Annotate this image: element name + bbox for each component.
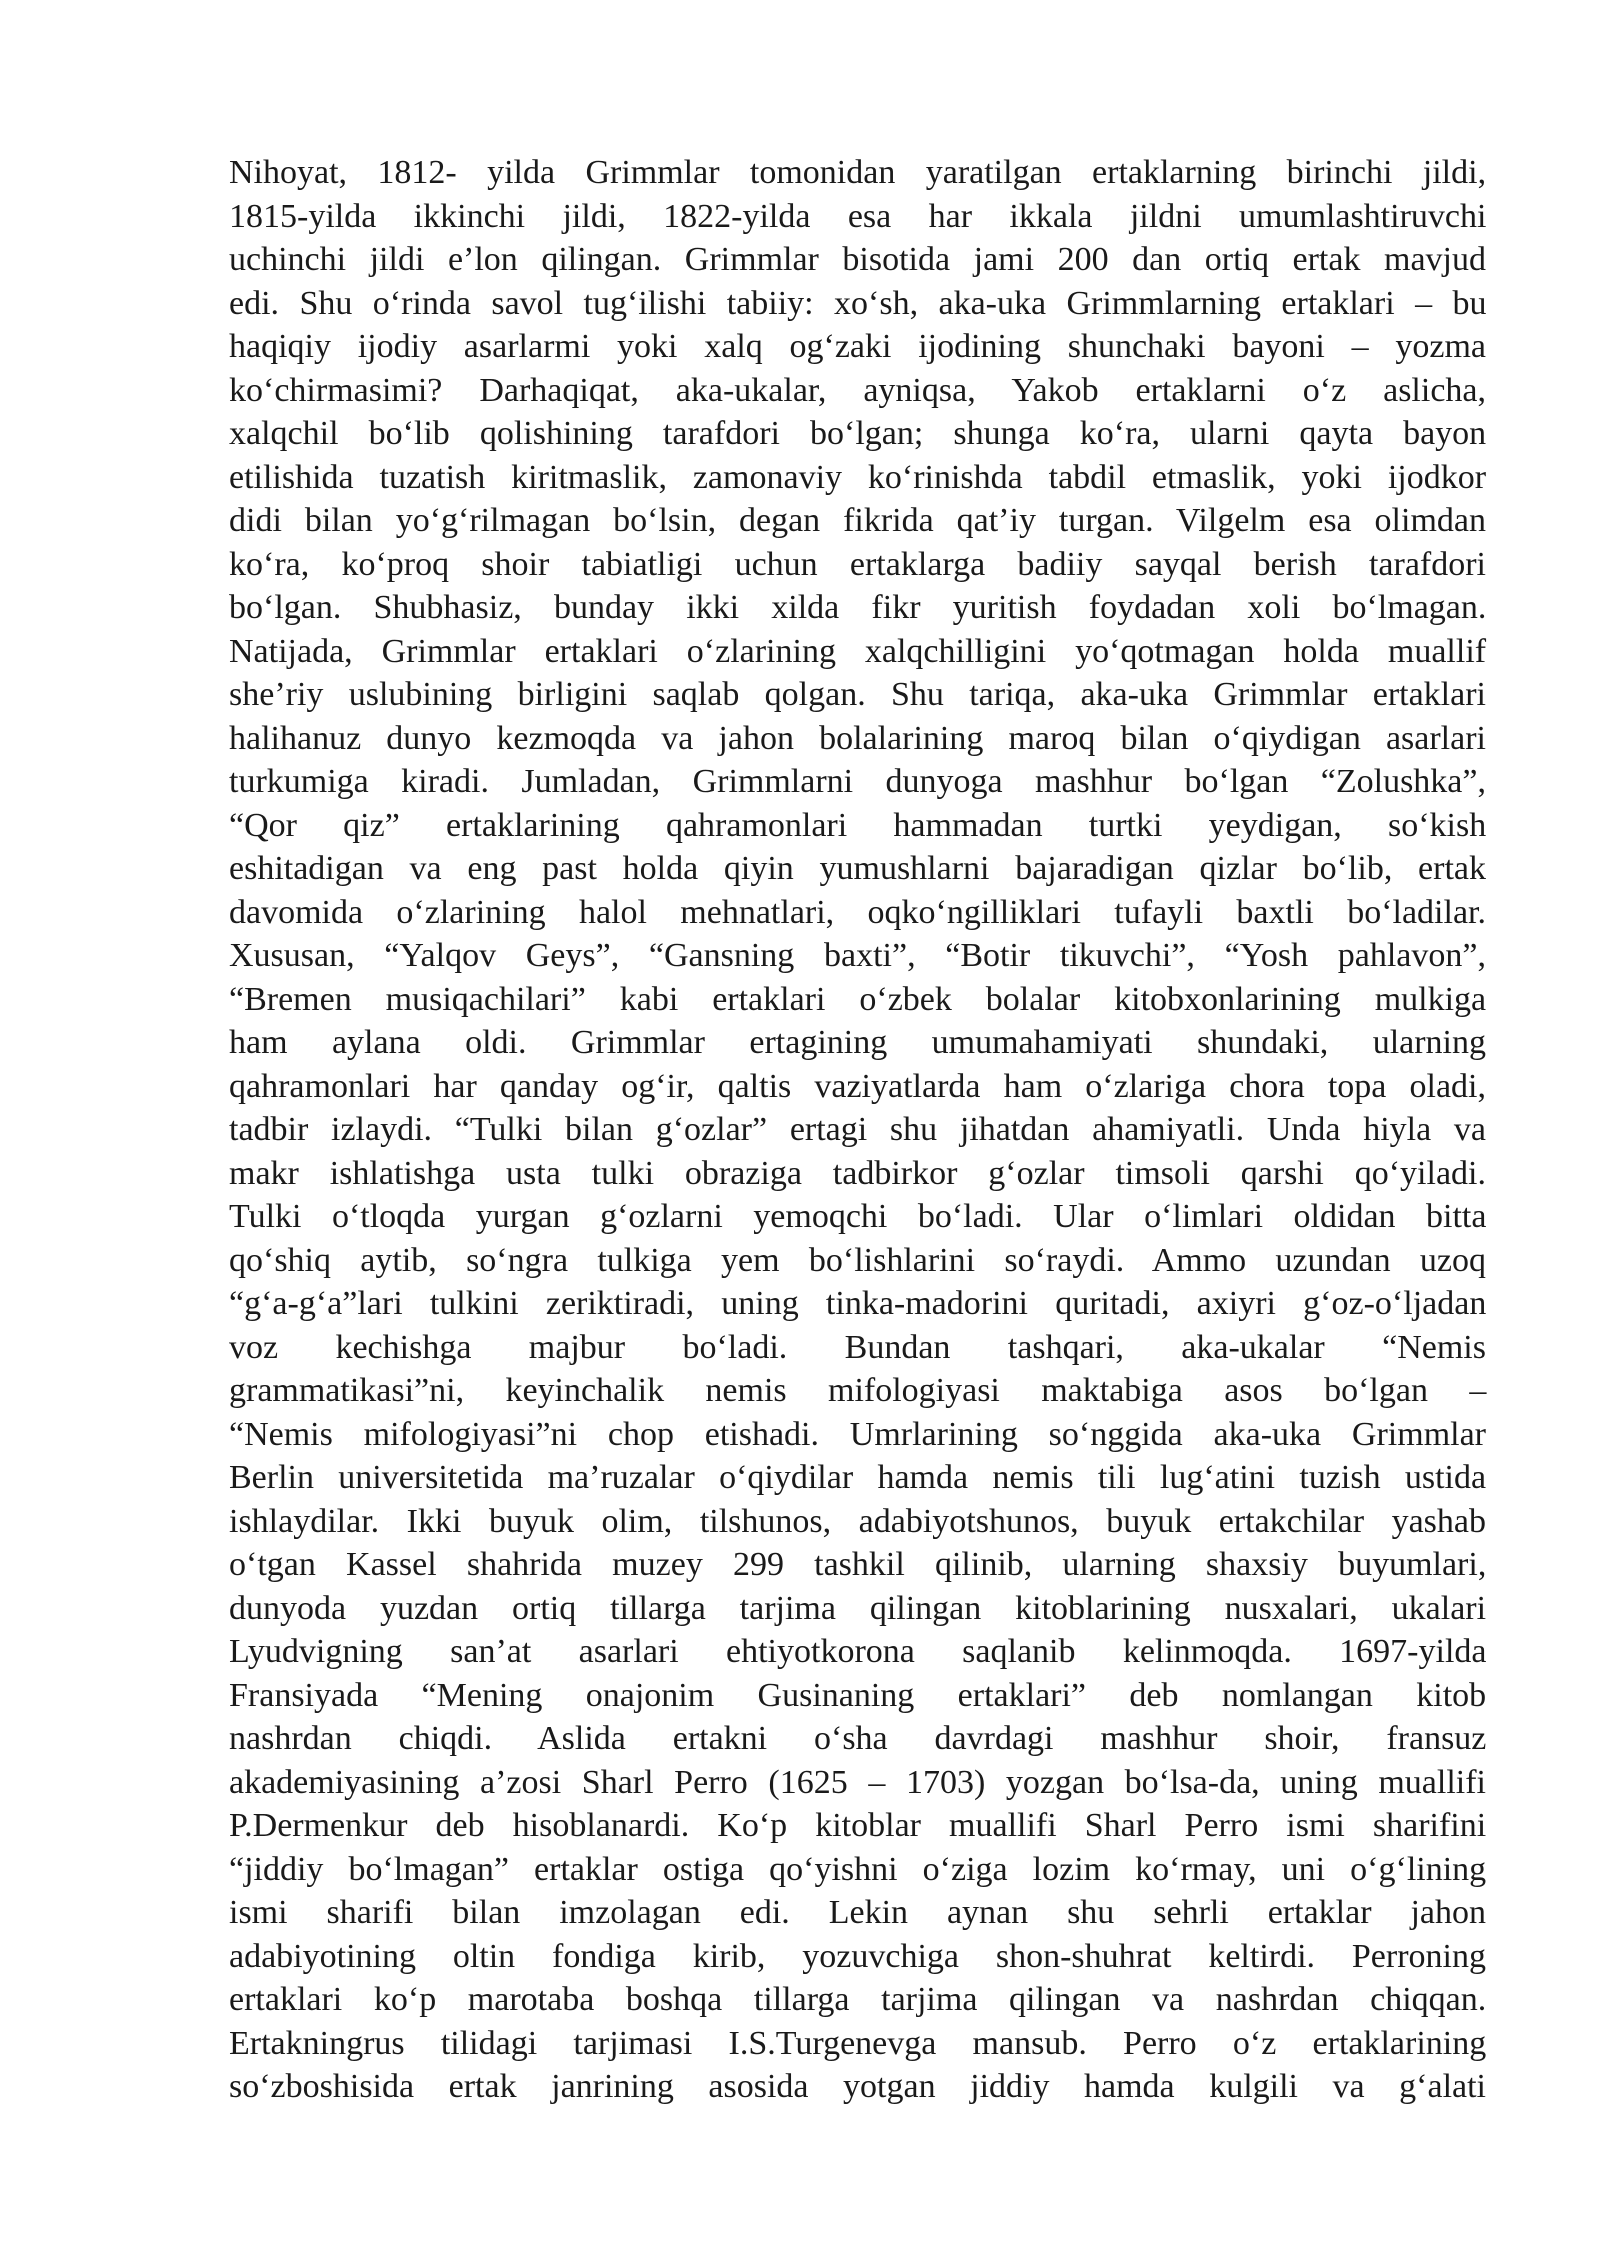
text-line: ko‘ra, ko‘proq shoir tabiatligi uchun ertaklarga badiiy sayqal berish tarafdori (229, 545, 1486, 583)
text-line: Berlin universitetida ma’ruzalar o‘qiydilar hamda nemis tili lug‘atini tuzish ustida (229, 1459, 1487, 1496)
text-line: ertaklari ko‘p marotaba boshqa tillarga tarjima qilingan va nashrdan chiqqan. (229, 1981, 1487, 2018)
text-line: ko‘chirmasimi? Darhaqiqat, aka-ukalar, ayniqsa, Yakob ertaklarni o‘z aslicha, (229, 371, 1486, 409)
text-line: qo‘shiq aytib, so‘ngra tulkiga yem bo‘lishlarini so‘raydi. Ammo uzundan uzoq (229, 1241, 1486, 1279)
text-line: xalqchil bo‘lib qolishining tarafdori bo‘lgan; shunga ko‘ra, ularni qayta bayon (229, 415, 1487, 452)
text-line: “jiddiy bo‘lmagan” ertaklar ostiga qo‘yishni o‘ziga lozim ko‘rmay, uni o‘g‘lining (229, 1850, 1487, 1888)
text-line: “Qor qiz” ertaklarining qahramonlari hammadan turtki yeydigan, so‘kish (229, 806, 1487, 844)
text-line: ismi sharifi bilan imzolagan edi. Lekin aynan shu sehrli ertaklar jahon (229, 1894, 1486, 1931)
text-line: bo‘lgan. Shubhasiz, bunday ikki xilda fikr yuritish foydadan xoli bo‘lmagan. (229, 589, 1487, 626)
text-line: so‘zboshisida ertak janrining asosida yotgan jiddiy hamda kulgili va g‘alati (229, 2068, 1486, 2105)
text-line: turkumiga kiradi. Jumladan, Grimmlarni dunyoga mashhur bo‘lgan “Zolushka”, (229, 763, 1486, 800)
text-line: eshitadigan va eng past holda qiyin yumushlarni bajaradigan qizlar bo‘lib, ertak (229, 850, 1486, 887)
text-line: didi bilan yo‘g‘rilmagan bo‘lsin, degan fikrida qat’iy turgan. Vilgelm esa olimdan (229, 502, 1486, 539)
text-line: etilishida tuzatish kiritmaslik, zamonaviy ko‘rinishda tabdil etmaslik, yoki ijodkor (229, 458, 1487, 496)
text-line: akademiyasining a’zosi Sharl Perro (1625 – 1703) yozgan bo‘lsa-da, uning muallifi (229, 1763, 1486, 1801)
text-line: ishlaydilar. Ikki buyuk olim, tilshunos, adabiyotshunos, buyuk ertakchilar yashab (229, 1502, 1486, 1540)
text-line: 1815-yilda ikkinchi jildi, 1822-yilda esa har ikkala jildni umumlashtiruvchi (229, 197, 1487, 235)
text-line: Tulki o‘tloqda yurgan g‘ozlarni yemoqchi bo‘ladi. Ular o‘limlari oldidan bitta (229, 1198, 1487, 1235)
text-line: ham aylana oldi. Grimmlar ertagining umumahamiyati shundaki, ularning (229, 1024, 1486, 1061)
text-line: adabiyotining oltin fondiga kirib, yozuvchiga shon-shuhrat keltirdi. Perroning (229, 1937, 1486, 1975)
text-line: nashrdan chiqdi. Aslida ertakni o‘sha davrdagi mashhur shoir, fransuz (229, 1720, 1487, 1757)
text-line: Nihoyat, 1812- yilda Grimmlar tomonidan yaratilgan ertaklarning birinchi jildi, (229, 154, 1487, 191)
text-line: o‘tgan Kassel shahrida muzey 299 tashkil qilinib, ularning shaxsiy buyumlari, (229, 1546, 1487, 1583)
text-line: voz kechishga majbur bo‘ladi. Bundan tashqari, aka-ukalar “Nemis (229, 1328, 1486, 1366)
text-line: “g‘a-g‘a”lari tulkini zeriktiradi, uning tinka-madorini quritadi, axiyri g‘oz-o‘ljadan (229, 1285, 1487, 1322)
text-line: makr ishlatishga usta tulki obraziga tadbirkor g‘ozlar timsoli qarshi qo‘yiladi. (229, 1154, 1486, 1192)
text-line: edi. Shu o‘rinda savol tug‘ilishi tabiiy: xo‘sh, aka-uka Grimmlarning ertaklari – bu (229, 284, 1487, 322)
text-line: qahramonlari har qanday og‘ir, qaltis vaziyatlarda ham o‘zlariga chora topa oladi, (229, 1067, 1486, 1105)
text-line: Ertakningrus tilidagi tarjimasi I.S.Turgenevga mansub. Perro o‘z ertaklarining (229, 2024, 1487, 2062)
text-line: halihanuz dunyo kezmoqda va jahon bolalarining maroq bilan o‘qiydigan asarlari (229, 719, 1486, 757)
text-line: Natijada, Grimmlar ertaklari o‘zlarining xalqchilligini yo‘qotmagan holda muallif (229, 632, 1487, 670)
text-line: Fransiyada “Mening onajonim Gusinaning ertaklari” deb nomlangan kitob (229, 1676, 1487, 1714)
text-line: “Nemis mifologiyasi”ni chop etishadi. Umrlarining so‘nggida aka-uka Grimmlar (229, 1415, 1486, 1453)
text-line: Lyudvigning san’at asarlari ehtiyotkorona saqlanib kelinmoqda. 1697-yilda (229, 1633, 1487, 1670)
text-line: grammatikasi”ni, keyinchalik nemis mifologiyasi maktabiga asos bo‘lgan – (229, 1372, 1487, 1409)
text-line: Xususan, “Yalqov Geys”, “Gansning baxti”, “Botir tikuvchi”, “Yosh pahlavon”, (229, 937, 1486, 974)
text-line: haqiqiy ijodiy asarlarmi yoki xalq og‘zaki ijodining shunchaki bayoni – yozma (229, 328, 1486, 365)
body-text (229, 151, 1486, 2109)
text-line: davomida o‘zlarining halol mehnatlari, oqko‘ngilliklari tufayli baxtli bo‘ladilar. (229, 893, 1486, 931)
text-line: “Bremen musiqachilari” kabi ertaklari o‘zbek bolalar kitobxonlarining mulkiga (229, 980, 1487, 1018)
text-line: dunyoda yuzdan ortiq tillarga tarjima qilingan kitoblarining nusxalari, ukalari (229, 1589, 1487, 1627)
text-line: P.Dermenkur deb hisoblanardi. Ko‘p kitoblar muallifi Sharl Perro ismi sharifini (229, 1807, 1487, 1844)
text-line: tadbir izlaydi. “Tulki bilan g‘ozlar” ertagi shu jihatdan ahamiyatli. Unda hiyla va (229, 1111, 1486, 1148)
text-line: uchinchi jildi e’lon qilingan. Grimmlar bisotida jami 200 dan ortiq ertak mavjud (229, 241, 1486, 278)
text-line: she’riy uslubining birligini saqlab qolgan. Shu tariqa, aka-uka Grimmlar ertaklari (229, 676, 1486, 713)
